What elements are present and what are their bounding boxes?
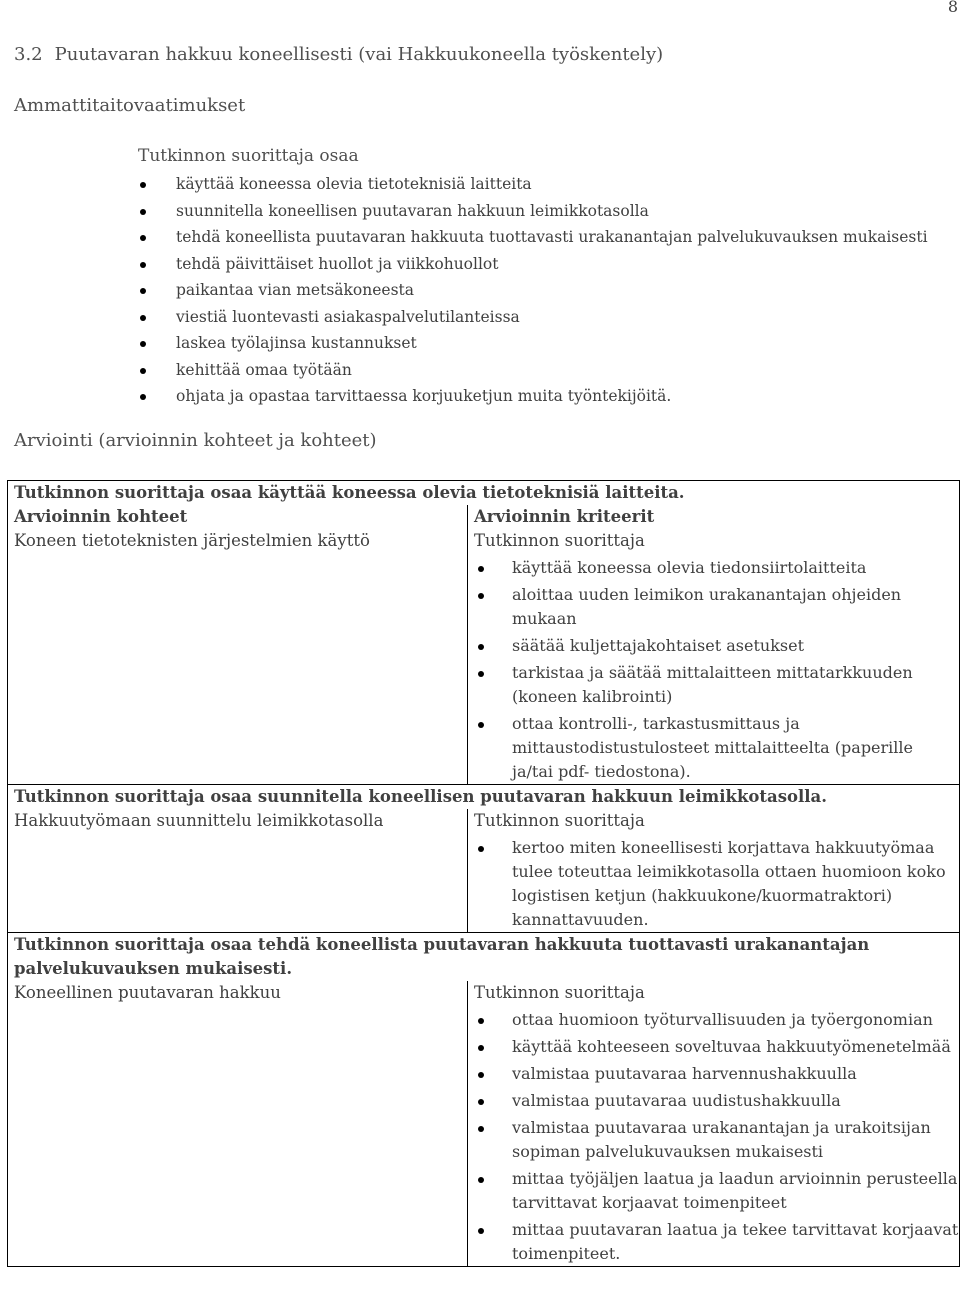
column-header-targets: Arvioinnin kohteet: [8, 505, 468, 529]
list-item: käyttää koneessa olevia tietoteknisiä laitteita: [140, 172, 928, 199]
section-heading: [14, 44, 663, 65]
table-row: [8, 933, 960, 982]
competence-title: Tutkinnon suorittaja osaa käyttää koneessa olevia tietoteknisiä laitteita.: [8, 481, 960, 506]
criteria-list: [474, 836, 959, 932]
list-item: valmistaa puutavaraa uudistushakkuulla: [474, 1089, 959, 1113]
criteria-list: [474, 1008, 959, 1266]
list-item: käyttää koneessa olevia tiedonsiirtolaitteita: [474, 556, 959, 580]
criteria-cell: [468, 529, 960, 785]
assessment-target: Hakkuutyömaan suunnittelu leimikkotasolla: [8, 809, 468, 933]
list-item: valmistaa puutavaraa urakanantajan ja urakoitsijan sopiman palvelukuvauksen mukaisesti: [474, 1116, 959, 1164]
skills-list: [140, 172, 928, 411]
assessment-target: Koneellinen puutavaran hakkuu: [8, 981, 468, 1267]
criteria-cell: [468, 809, 960, 933]
table-row: [8, 505, 960, 529]
table-row: [8, 785, 960, 810]
criteria-list: [474, 556, 959, 784]
list-item: ohjata ja opastaa tarvittaessa korjuuketjun muita työntekijöitä.: [140, 384, 928, 411]
list-item: valmistaa puutavaraa harvennushakkuulla: [474, 1062, 959, 1086]
criteria-intro: Tutkinnon suorittaja: [474, 983, 645, 1002]
competence-title: Tutkinnon suorittaja osaa suunnitella koneellisen puutavaran hakkuun leimikkotasolla.: [8, 785, 960, 810]
list-item: mittaa puutavaran laatua ja tekee tarvittavat korjaavat toimenpiteet.: [474, 1218, 959, 1266]
skills-intro: Tutkinnon suorittaja osaa: [138, 146, 359, 166]
criteria-intro: Tutkinnon suorittaja: [474, 811, 645, 830]
table-row: [8, 529, 960, 785]
table-row: [8, 809, 960, 933]
section-number: 3.2: [14, 44, 43, 65]
page-number: 8: [947, 0, 958, 16]
list-item: aloittaa uuden leimikon urakanantajan ohjeiden mukaan: [474, 583, 959, 631]
assessment-heading: Arviointi (arvioinnin kohteet ja kohteet): [14, 430, 377, 451]
list-item: käyttää kohteeseen soveltuvaa hakkuutyömenetelmää: [474, 1035, 959, 1059]
list-item: laskea työlajinsa kustannukset: [140, 331, 928, 358]
list-item: säätää kuljettajakohtaiset asetukset: [474, 634, 959, 658]
list-item: tehdä koneellista puutavaran hakkuuta tuottavasti urakanantajan palvelukuvauksen mukaisesti: [140, 225, 928, 252]
list-item: suunnitella koneellisen puutavaran hakkuun leimikkotasolla: [140, 199, 928, 226]
list-item: tarkistaa ja säätää mittalaitteen mittatarkkuuden (koneen kalibrointi): [474, 661, 959, 709]
criteria-intro: Tutkinnon suorittaja: [474, 531, 645, 550]
assessment-table: [7, 480, 960, 1267]
list-item: ottaa huomioon työturvallisuuden ja työergonomian: [474, 1008, 959, 1032]
criteria-cell: [468, 981, 960, 1267]
section-title: Puutavaran hakkuu koneellisesti (vai Hakkuukoneella työskentely): [54, 44, 664, 65]
assessment-target: Koneen tietoteknisten järjestelmien käyttö: [8, 529, 468, 785]
requirements-heading: Ammattitaitovaatimukset: [14, 95, 246, 116]
competence-title: Tutkinnon suorittaja osaa tehdä koneellista puutavaran hakkuuta tuottavasti urakanantajan palvelukuvauksen mukaisesti.: [8, 933, 960, 982]
list-item: kertoo miten koneellisesti korjattava hakkuutyömaa tulee toteuttaa leimikkotasolla ottaen huomioon koko logistisen ketjun (hakkuukone/kuormatraktori) kannattavuuden.: [474, 836, 959, 932]
list-item: ottaa kontrolli-, tarkastusmittaus ja mittaustodistustulosteet mittalaitteelta (paperille ja/tai pdf- tiedostona).: [474, 712, 959, 784]
list-item: tehdä päivittäiset huollot ja viikkohuollot: [140, 252, 928, 279]
list-item: paikantaa vian metsäkoneesta: [140, 278, 928, 305]
column-header-criteria: Arvioinnin kriteerit: [468, 505, 960, 529]
list-item: viestiä luontevasti asiakaspalvelutilanteissa: [140, 305, 928, 332]
list-item: kehittää omaa työtään: [140, 358, 928, 385]
list-item: mittaa työjäljen laatua ja laadun arvioinnin perusteella tarvittavat korjaavat toimenpiteet: [474, 1167, 959, 1215]
table-row: [8, 481, 960, 506]
table-row: [8, 981, 960, 1267]
